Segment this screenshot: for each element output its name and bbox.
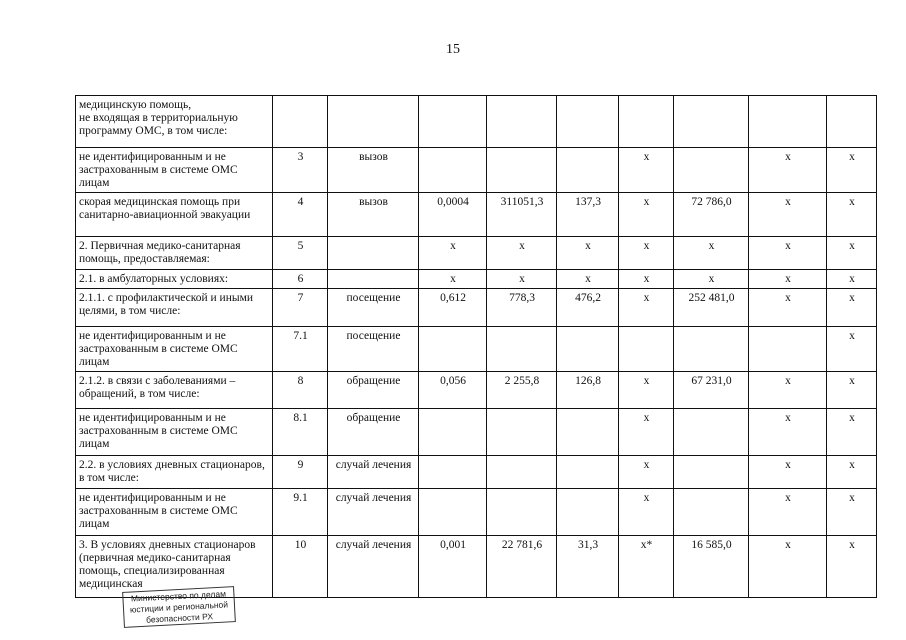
row-number-cell: 4 [273,193,328,237]
row-description-cell: не идентифицированным и не застрахованным в системе ОМС лицам [76,489,273,536]
unit-cell: вызов [328,193,419,237]
value-cell: х [619,409,674,456]
value-cell: х [619,489,674,536]
stamp-line-3: безопасности РХ [145,611,214,625]
row-description-cell: 2.1.2. в связи с заболеваниями – обращений, в том числе: [76,372,273,409]
value-cell: х [749,456,827,489]
value-cell [619,96,674,148]
unit-cell [328,96,419,148]
table-row [76,409,877,456]
stamp-line-2: юстиции и региональной [129,599,229,615]
value-cell: х [619,456,674,489]
row-number-cell: 9.1 [273,489,328,536]
row-description-cell: не идентифицированным и не застрахованным в системе ОМС лицам [76,409,273,456]
value-cell [674,327,749,372]
value-cell [419,148,487,193]
table-row [76,456,877,489]
row-number-cell: 7.1 [273,327,328,372]
value-cell [557,327,619,372]
value-cell: х [619,270,674,289]
value-cell: х [487,237,557,270]
value-cell: 72 786,0 [674,193,749,237]
value-cell: х [619,372,674,409]
row-number-cell: 10 [273,536,328,598]
row-number-cell: 7 [273,289,328,327]
value-cell: х [749,372,827,409]
value-cell: х [419,237,487,270]
unit-cell [328,237,419,270]
value-cell: 0,056 [419,372,487,409]
unit-cell: обращение [328,372,419,409]
value-cell: 311051,3 [487,193,557,237]
value-cell [557,456,619,489]
value-cell: 778,3 [487,289,557,327]
value-cell [419,456,487,489]
row-description-cell: медицинскую помощь, не входящая в территориальную программу ОМС, в том числе: [76,96,273,148]
value-cell: 0,0004 [419,193,487,237]
value-cell [487,148,557,193]
value-cell: х [749,536,827,598]
value-cell: х [749,489,827,536]
value-cell [419,489,487,536]
value-cell: 22 781,6 [487,536,557,598]
value-cell [827,96,877,148]
value-cell [557,148,619,193]
value-cell: х [827,456,877,489]
row-description-cell: 2. Первичная медико-санитарная помощь, предоставляемая: [76,237,273,270]
table-row [76,237,877,270]
value-cell: х [619,289,674,327]
value-cell: х [674,237,749,270]
value-cell: х [674,270,749,289]
value-cell: х [827,409,877,456]
value-cell [419,409,487,456]
value-cell: х [827,327,877,372]
data-table [75,95,877,598]
value-cell: х [749,289,827,327]
table-row [76,148,877,193]
unit-cell: обращение [328,409,419,456]
stamp-line-1: Министерство по делам [130,588,227,604]
value-cell: х [487,270,557,289]
row-description-cell: 2.2. в условиях дневных стационаров, в том числе: [76,456,273,489]
value-cell: х [827,489,877,536]
unit-cell: посещение [328,327,419,372]
value-cell [674,456,749,489]
value-cell: х [619,193,674,237]
value-cell: х [827,536,877,598]
value-cell: 0,612 [419,289,487,327]
value-cell: х [557,270,619,289]
unit-cell: случай лечения [328,536,419,598]
value-cell [674,409,749,456]
row-number-cell: 9 [273,456,328,489]
value-cell: 67 231,0 [674,372,749,409]
table-row [76,96,877,148]
row-number-cell: 3 [273,148,328,193]
value-cell [557,489,619,536]
value-cell: 31,3 [557,536,619,598]
unit-cell: случай лечения [328,489,419,536]
page-number: 15 [446,42,460,57]
value-cell: х [827,289,877,327]
value-cell [419,327,487,372]
value-cell: х [749,193,827,237]
unit-cell: посещение [328,289,419,327]
value-cell: х* [619,536,674,598]
value-cell: х [419,270,487,289]
value-cell: 0,001 [419,536,487,598]
value-cell: х [827,237,877,270]
value-cell: 126,8 [557,372,619,409]
unit-cell: случай лечения [328,456,419,489]
value-cell: х [619,148,674,193]
value-cell [487,327,557,372]
value-cell: 2 255,8 [487,372,557,409]
table-body [76,96,877,598]
value-cell: х [557,237,619,270]
registration-stamp [122,586,236,628]
row-description-cell: не идентифицированным и не застрахованным в системе ОМС лицам [76,148,273,193]
value-cell [749,96,827,148]
unit-cell: вызов [328,148,419,193]
row-number-cell [273,96,328,148]
value-cell: 16 585,0 [674,536,749,598]
value-cell [487,96,557,148]
row-number-cell: 5 [273,237,328,270]
table-row [76,270,877,289]
table-row [76,193,877,237]
value-cell [557,409,619,456]
value-cell [419,96,487,148]
value-cell: 476,2 [557,289,619,327]
row-number-cell: 8 [273,372,328,409]
value-cell: 252 481,0 [674,289,749,327]
value-cell [619,327,674,372]
value-cell [487,456,557,489]
value-cell: х [749,270,827,289]
row-description-cell: не идентифицированным и не застрахованным в системе ОМС лицам [76,327,273,372]
row-number-cell: 6 [273,270,328,289]
value-cell: х [827,270,877,289]
value-cell [749,327,827,372]
value-cell [674,148,749,193]
row-description-cell: 2.1.1. с профилактической и иными целями, в том числе: [76,289,273,327]
table-row [76,489,877,536]
table-row [76,327,877,372]
value-cell [487,489,557,536]
value-cell [674,96,749,148]
value-cell: х [619,237,674,270]
row-description-cell: 3. В условиях дневных стационаров (первичная медико-санитарная помощь, специализированная медицинская [76,536,273,598]
value-cell: х [749,409,827,456]
table-row [76,289,877,327]
value-cell [557,96,619,148]
value-cell: 137,3 [557,193,619,237]
value-cell: х [827,372,877,409]
value-cell: х [749,148,827,193]
row-description-cell: скорая медицинская помощь при санитарно-авиационной эвакуации [76,193,273,237]
value-cell: х [749,237,827,270]
value-cell: х [827,193,877,237]
value-cell [674,489,749,536]
value-cell: х [827,148,877,193]
unit-cell [328,270,419,289]
value-cell [487,409,557,456]
table-row [76,372,877,409]
row-number-cell: 8.1 [273,409,328,456]
row-description-cell: 2.1. в амбулаторных условиях: [76,270,273,289]
